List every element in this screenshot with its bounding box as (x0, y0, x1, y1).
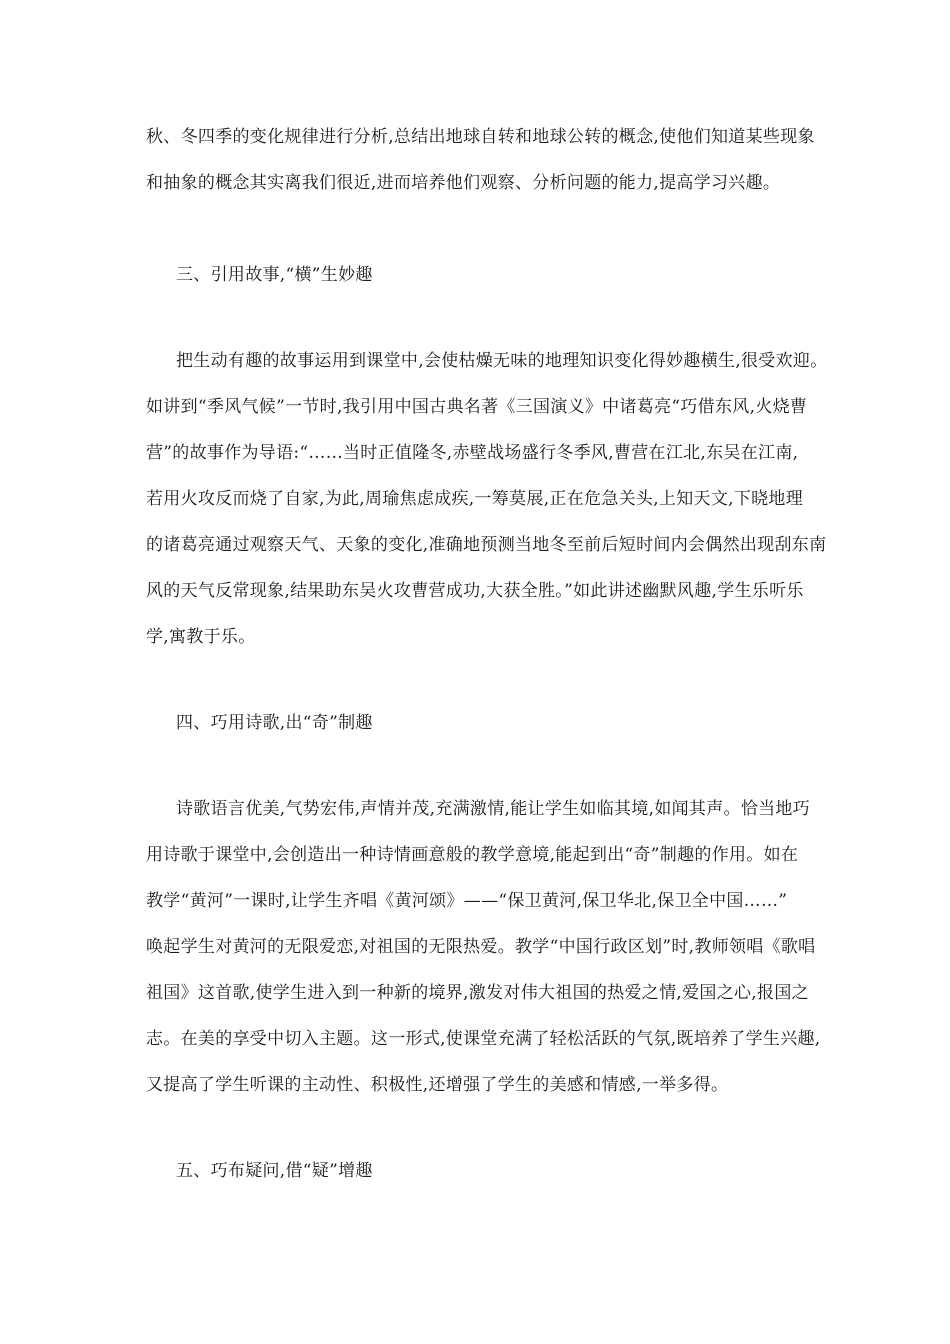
paragraph-line: 学,寓教于乐。 (146, 627, 256, 647)
paragraph-line: 教学“黄河”一课时,让学生齐唱《黄河颂》——“保卫黄河,保卫华北,保卫全中国……” (146, 891, 788, 911)
paragraph-line: 营”的故事作为导语:“……当时正值隆冬,赤壁战场盛行冬季风,曹营在江北,东吴在江南, (146, 443, 799, 463)
paragraph-line: 秋、冬四季的变化规律进行分析,总结出地球自转和地球公转的概念,使他们知道某些现象 (146, 127, 815, 147)
paragraph-line: 若用火攻反而烧了自家,为此,周瑜焦虑成疾,一筹莫展,正在危急关头,上知天文,下晓地理 (146, 489, 804, 509)
section-heading: 四、巧用诗歌,出“奇”制趣 (176, 713, 373, 733)
paragraph-line: 用诗歌于课堂中,会创造出一种诗情画意般的教学意境,能起到出“奇”制趣的作用。如在 (146, 845, 799, 865)
paragraph-line: 又提高了学生听课的主动性、积极性,还增强了学生的美感和情感,一举多得。 (146, 1075, 729, 1095)
paragraph-line: 和抽象的概念其实离我们很近,进而培养他们观察、分析问题的能力,提高学习兴趣。 (146, 173, 781, 193)
paragraph-line: 风的天气反常现象,结果助东吴火攻曹营成功,大获全胜。”如此讲述幽默风趣,学生乐听乐 (146, 581, 804, 601)
paragraph-line: 唤起学生对黄河的无限爱恋,对祖国的无限热爱。教学“中国行政区划”时,教师领唱《歌唱 (146, 937, 816, 957)
paragraph-line: 的诸葛亮通过观察天气、天象的变化,准确地预测当地冬至前后短时间内会偶然出现刮东南 (146, 535, 827, 555)
section-heading: 三、引用故事,“横”生妙趣 (176, 265, 373, 285)
paragraph-line: 如讲到“季风气候”一节时,我引用中国古典名著《三国演义》中诸葛亮“巧借东风,火烧曹 (146, 397, 808, 417)
paragraph-line: 祖国》这首歌,使学生进入到一种新的境界,激发对伟大祖国的热爱之情,爱国之心,报国之 (146, 983, 809, 1003)
section-heading: 五、巧布疑问,借“疑”增趣 (176, 1161, 373, 1181)
paragraph-line: 志。在美的享受中切入主题。这一形式,使课堂充满了轻松活跃的气氛,既培养了学生兴趣, (146, 1029, 821, 1049)
paragraph-line: 把生动有趣的故事运用到课堂中,会使枯燥无味的地理知识变化得妙趣横生,很受欢迎。 (176, 351, 828, 371)
paragraph-line: 诗歌语言优美,气势宏伟,声情并茂,充满激情,能让学生如临其境,如闻其声。恰当地巧 (176, 799, 811, 819)
